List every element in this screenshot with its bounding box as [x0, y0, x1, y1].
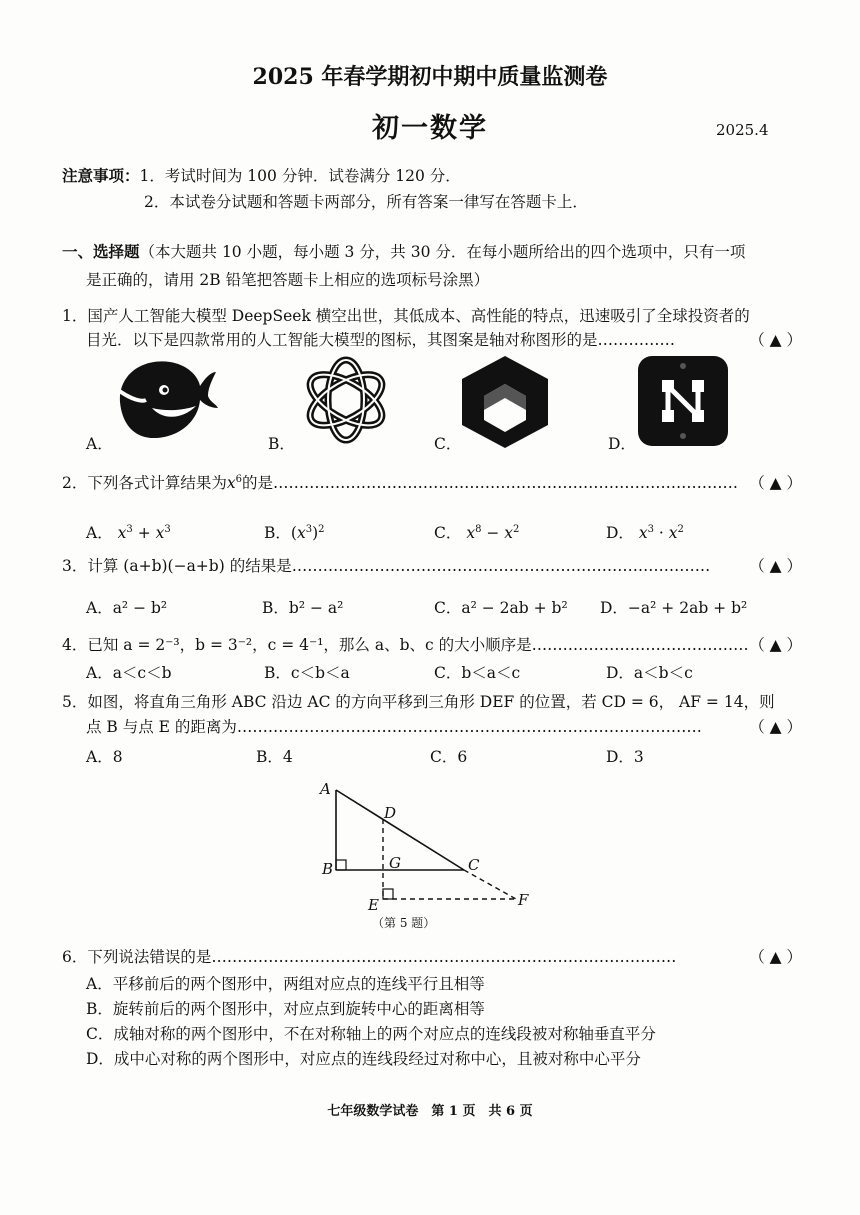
q2-stem-b: 的是………………………………………………………………………………: [242, 474, 739, 492]
subject-title: 初一数学: [372, 113, 488, 144]
q5-line1: 5．如图，将直角三角形 ABC 沿边 AC 的方向平移到三角形 DEF 的位置，若 CD = 6， AF = 14，则: [62, 693, 775, 711]
q3-option-d: D．−a² + 2ab + b²: [600, 599, 748, 617]
q6-option-c: C．成轴对称的两个图形中，不在对称轴上的两个对应点的连线段被对称轴垂直平分: [86, 1025, 656, 1043]
label-g: G: [389, 854, 401, 872]
hexagon-cube-logo-icon: [460, 354, 550, 450]
q2-option-c: C． $x^8 - x^2$: [434, 523, 520, 542]
q3-option-c: C．a² − 2ab + b²: [434, 599, 568, 617]
notes-item-2: 2．本试卷分试题和答题卡两部分，所有答案一律写在答题卡上．: [144, 193, 588, 211]
section-heading-line: [62, 240, 745, 262]
q6-option-a: A．平移前后的两个图形中，两组对应点的连线平行且相等: [86, 975, 485, 993]
q2-option-d: D． $x^3 \cdot x^2$: [606, 523, 684, 542]
q1-answer-mark: （ ▲ ）: [749, 331, 802, 349]
q6-answer-mark: （ ▲ ）: [749, 948, 802, 966]
q4-option-a: A．a＜c＜b: [86, 664, 172, 682]
q5-triangle-figure: [310, 778, 550, 933]
label-c: C: [468, 856, 480, 874]
right-angle-b: [336, 860, 346, 870]
q3-stem: 3．计算 (a+b)(−a+b) 的结果是………………………………………………………………………: [62, 557, 711, 575]
label-b: B: [322, 860, 334, 878]
section-heading: 一、选择题: [62, 242, 140, 261]
q5-option-b: B．4: [256, 748, 293, 766]
exam-title: 2025 年春学期初中期中质量监测卷: [252, 64, 608, 90]
q4-option-d: D．a＜b＜c: [606, 664, 693, 682]
q6-option-d: D．成中心对称的两个图形中，对应点的连线段经过对称中心，且被对称中心平分: [86, 1050, 641, 1068]
q2-option-a: A． $x^3 + x^3$: [86, 523, 171, 542]
section-desc-1: （本大题共 10 小题，每小题 3 分，共 30 分．在每小题所给出的四个选项中，只有一项: [139, 243, 746, 261]
notes-item-1: 1．考试时间为 100 分钟．试卷满分 120 分．: [139, 167, 461, 185]
notes-line-1: [62, 164, 461, 186]
q5-option-c: C．6: [430, 748, 468, 766]
exam-date: 2025.4: [716, 121, 769, 139]
label-f: F: [518, 891, 529, 909]
q1-option-c: C．: [434, 435, 462, 453]
figure-caption: （第 5 题）: [372, 916, 436, 930]
q3-option-a: A．a² − b²: [86, 599, 168, 617]
q1-option-b: B．: [268, 435, 295, 453]
q1-line1: 1．国产人工智能大模型 DeepSeek 横空出世，其低成本、高性能的特点，迅速吸引了全球投资者的: [62, 307, 750, 325]
q2-stem-a: 2．下列各式计算结果为: [62, 474, 227, 492]
n-node-logo-icon: [638, 356, 728, 446]
q1-option-d: D．: [608, 435, 636, 453]
side-cf: [464, 870, 516, 899]
q6-option-b: B．旋转前后的两个图形中，对应点到旋转中心的距离相等: [86, 1000, 485, 1018]
q5-line2: 点 B 与点 E 的距离为………………………………………………………………………………: [86, 718, 702, 736]
label-e: E: [368, 896, 379, 914]
q2-stem: 2．下列各式计算结果为$x^6$的是………………………………………………………………………………: [62, 473, 739, 492]
q4-option-c: C．b＜a＜c: [434, 664, 521, 682]
section-desc-2: 是正确的，请用 2B 铅笔把答题卡上相应的选项标号涂黑）: [86, 271, 490, 289]
q1-option-a: A．: [86, 435, 113, 453]
q5-option-d: D．3: [606, 748, 644, 766]
q2-answer-mark: （ ▲ ）: [749, 474, 802, 492]
q3-option-b: B．b² − a²: [262, 599, 344, 617]
q3-answer-mark: （ ▲ ）: [749, 557, 802, 575]
label-a: A: [320, 780, 331, 798]
q2-option-b: B．$(x^3)^2$: [264, 523, 325, 542]
label-d: D: [384, 804, 397, 822]
q5-option-a: A．8: [86, 748, 123, 766]
q4-option-b: B．c＜b＜a: [264, 664, 350, 682]
q6-stem: 6．下列说法错误的是………………………………………………………………………………: [62, 948, 677, 966]
q4-stem: 4．已知 a = 2⁻³，b = 3⁻²，c = 4⁻¹，那么 a、b、c 的大小顺序是……………………………………: [62, 636, 749, 654]
notes-label: 注意事项：: [62, 166, 140, 185]
page-footer: 七年级数学试卷 第 1 页 共 6 页: [327, 1104, 533, 1119]
q1-line2: 目光．以下是四款常用的人工智能大模型的图标，其图案是轴对称图形的是……………: [86, 331, 676, 349]
q5-answer-mark: （ ▲ ）: [749, 718, 802, 736]
q4-answer-mark: （ ▲ ）: [749, 636, 802, 654]
openai-logo-icon: [296, 350, 396, 450]
whale-logo-icon: [112, 350, 222, 445]
right-angle-e: [383, 889, 393, 899]
